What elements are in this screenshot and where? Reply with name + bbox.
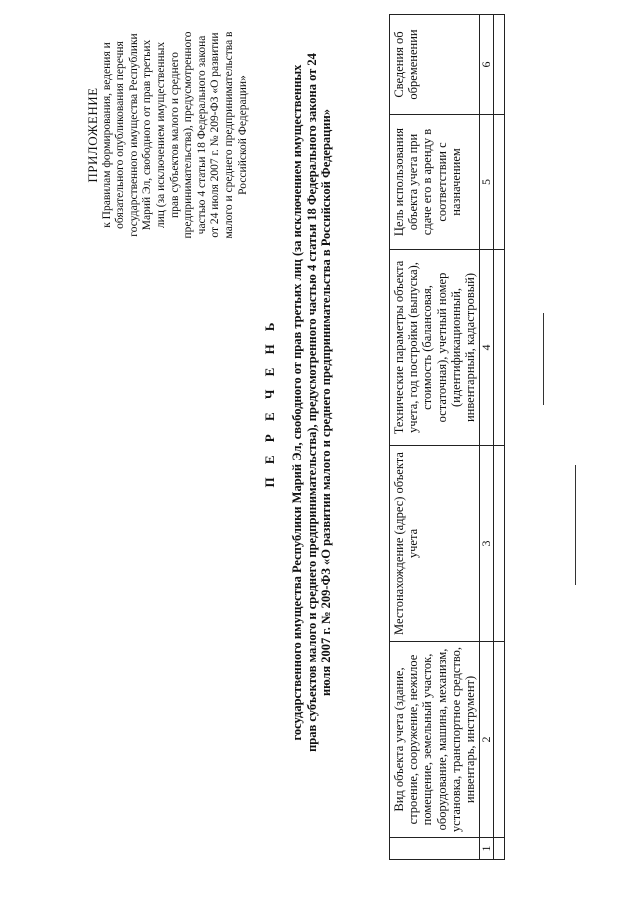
header-cell: Технические параметры объекта учета, год постройки (выпуска), стоимость (балансовая, остаточная), учетный номер (идентификационный, инвентарный, кадастровый) xyxy=(390,250,480,446)
column-number-cell: 4 xyxy=(480,250,494,446)
column-number-cell: 2 xyxy=(480,642,494,838)
column-number-cell: 1 xyxy=(480,838,494,860)
document-title-block xyxy=(262,50,334,755)
divider-line xyxy=(575,465,576,585)
header-cell xyxy=(390,838,480,860)
table-cell xyxy=(494,250,505,446)
table-cell xyxy=(494,838,505,860)
table-header-row xyxy=(390,15,480,860)
header-cell: Местонахождение (адрес) объекта учета xyxy=(390,446,480,642)
column-number-cell: 6 xyxy=(480,15,494,115)
column-number-cell: 5 xyxy=(480,115,494,250)
document-title: П Е Р Е Ч Е Н Ь xyxy=(262,317,277,488)
appendix-block xyxy=(86,30,250,240)
table-row xyxy=(494,15,505,860)
appendix-text: к Правилам формирования, ведения и обязательного опубликования перечня государственного имущества Республики Марий Эл, свободного от прав третьих лиц (за исключением имущественных прав субъектов малого и среднего предпринимательства), предусмотренного частью 4 статьи 18 Федерального закона от 24 июля 2007 г. № 209-ФЗ «О развитии малого и среднего предпринимательства в Российской Федерации» xyxy=(100,31,249,239)
table-cell xyxy=(494,642,505,838)
column-number-row xyxy=(480,15,494,860)
table-cell xyxy=(494,15,505,115)
header-cell: Вид объекта учета (здание, строение, сооружение, нежилое помещение, земельный участок, оборудование, машина, механизм, установка, транспортное средство, инвентарь, инструмент) xyxy=(390,642,480,838)
divider-line xyxy=(543,313,544,405)
document-description: государственного имущества Республики Марий Эл, свободного от прав третьих лиц (за исключением имущественных прав субъектов малого и среднего предпринимательства), предусмотренного частью 4 статьи 18 Федерального закона от 24 июля 2007 г. № 209-ФЗ «О развитии малого и среднего предпринимательства в Российской Федерации» xyxy=(290,53,333,752)
register-table xyxy=(389,14,505,860)
header-cell: Цель использования объекта учета при сдаче его в аренду в соответствии с назначением xyxy=(390,115,480,250)
appendix-title: ПРИЛОЖЕНИЕ xyxy=(85,87,100,183)
table-cell xyxy=(494,115,505,250)
table-cell xyxy=(494,446,505,642)
column-number-cell: 3 xyxy=(480,446,494,642)
header-cell: Сведения об обременении xyxy=(390,15,480,115)
